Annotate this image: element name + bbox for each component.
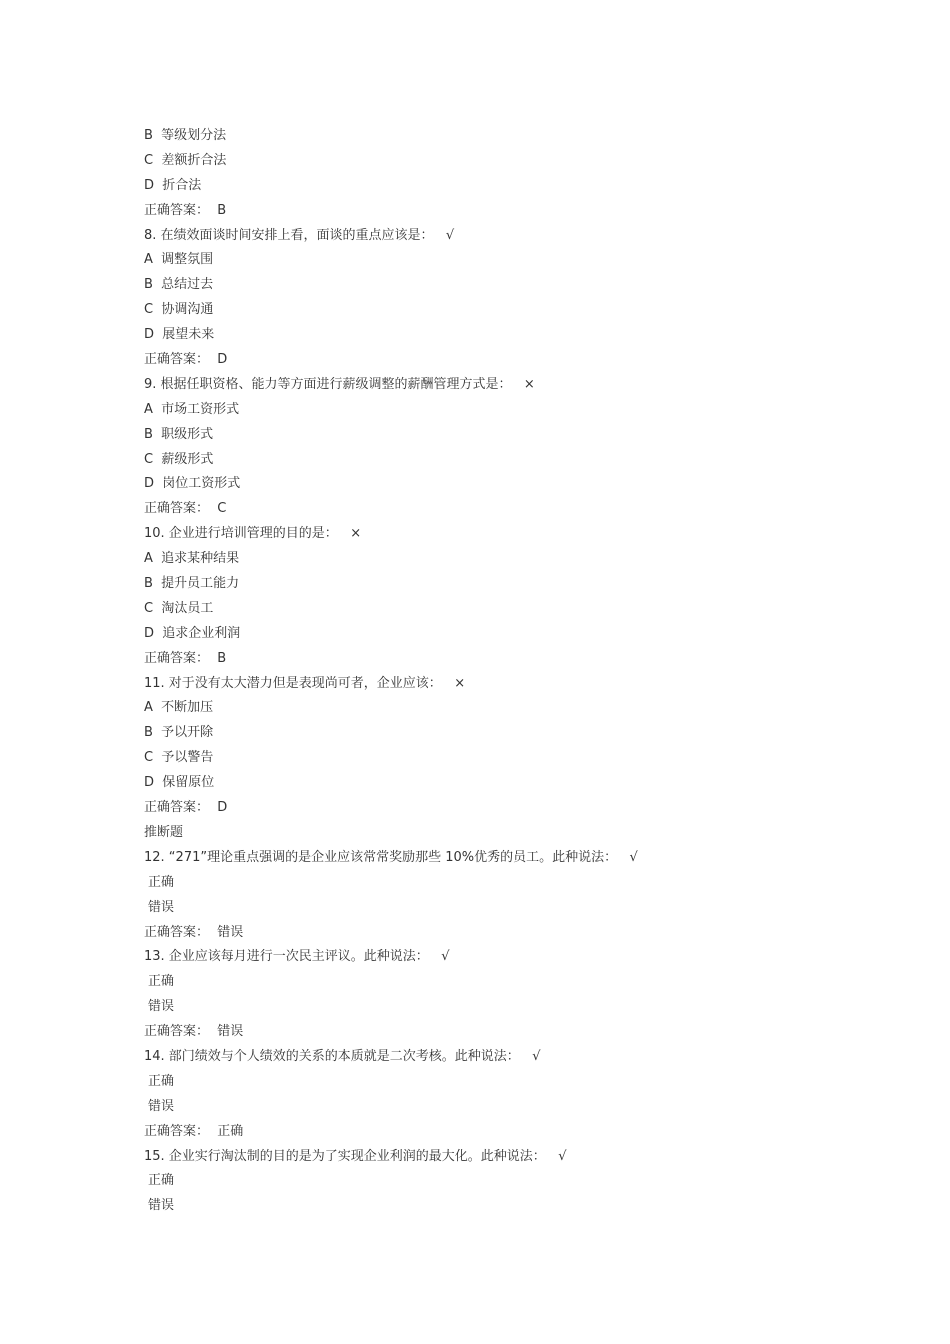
question-line: 11. 对于没有太大潜力但是表现尚可者，企业应该： × bbox=[144, 675, 466, 691]
answer-line: 正确答案： B bbox=[144, 202, 227, 218]
option-line: C 协调沟通 bbox=[144, 302, 214, 318]
answer-line: 正确答案： D bbox=[144, 352, 228, 368]
option-line: C 淘汰员工 bbox=[144, 600, 214, 616]
option-line: B 职级形式 bbox=[144, 426, 214, 442]
question-line: 9. 根据任职资格、能力等方面进行薪级调整的薪酬管理方式是： × bbox=[144, 376, 535, 392]
option-line: D 展望未来 bbox=[144, 327, 215, 343]
tf-option-line: 错误 bbox=[148, 999, 175, 1015]
option-line: B 提升员工能力 bbox=[144, 576, 240, 592]
answer-line: 正确答案： 错误 bbox=[144, 1024, 244, 1040]
option-line: A 调整氛围 bbox=[144, 252, 214, 268]
section-line: 推断题 bbox=[144, 824, 184, 840]
tf-option-line: 正确 bbox=[148, 874, 175, 890]
tf-option-line: 正确 bbox=[148, 1173, 175, 1189]
option-line: B 总结过去 bbox=[144, 277, 214, 293]
document-body bbox=[144, 124, 904, 1219]
option-line: D 保留原位 bbox=[144, 775, 215, 791]
tf-option-line: 正确 bbox=[148, 1073, 175, 1089]
option-line: B 予以开除 bbox=[144, 725, 214, 741]
option-line: C 薪级形式 bbox=[144, 451, 214, 467]
tf-option-line: 错误 bbox=[148, 1098, 175, 1114]
tf-option-line: 错误 bbox=[148, 899, 175, 915]
question-line: 8. 在绩效面谈时间安排上看，面谈的重点应该是： √ bbox=[144, 227, 455, 243]
question-line: 13. 企业应该每月进行一次民主评议。此种说法： √ bbox=[144, 949, 450, 965]
question-line: 10. 企业进行培训管理的目的是： × bbox=[144, 526, 362, 542]
option-line: A 不断加压 bbox=[144, 700, 214, 716]
answer-line: 正确答案： 正确 bbox=[144, 1123, 244, 1139]
answer-line: 正确答案： C bbox=[144, 501, 227, 517]
answer-line: 正确答案： B bbox=[144, 650, 227, 666]
tf-option-line: 正确 bbox=[148, 974, 175, 990]
option-line: B 等级划分法 bbox=[144, 128, 227, 143]
option-line: A 追求某种结果 bbox=[144, 551, 240, 567]
question-line: 12. “271”理论重点强调的是企业应该常常奖励那些 10%优秀的员工。此种说法： √ bbox=[144, 849, 638, 865]
option-line: C 差额折合法 bbox=[144, 152, 227, 168]
option-line: D 岗位工资形式 bbox=[144, 476, 241, 492]
option-line: A 市场工资形式 bbox=[144, 401, 240, 417]
option-line: D 折合法 bbox=[144, 177, 202, 193]
answer-line: 正确答案： 错误 bbox=[144, 924, 244, 940]
tf-option-line: 错误 bbox=[148, 1198, 175, 1214]
answer-line: 正确答案： D bbox=[144, 800, 228, 816]
option-line: C 予以警告 bbox=[144, 750, 214, 766]
question-line: 15. 企业实行淘汰制的目的是为了实现企业利润的最大化。此种说法： √ bbox=[144, 1148, 567, 1164]
question-line: 14. 部门绩效与个人绩效的关系的本质就是二次考核。此种说法： √ bbox=[144, 1048, 541, 1064]
option-line: D 追求企业利润 bbox=[144, 625, 241, 641]
